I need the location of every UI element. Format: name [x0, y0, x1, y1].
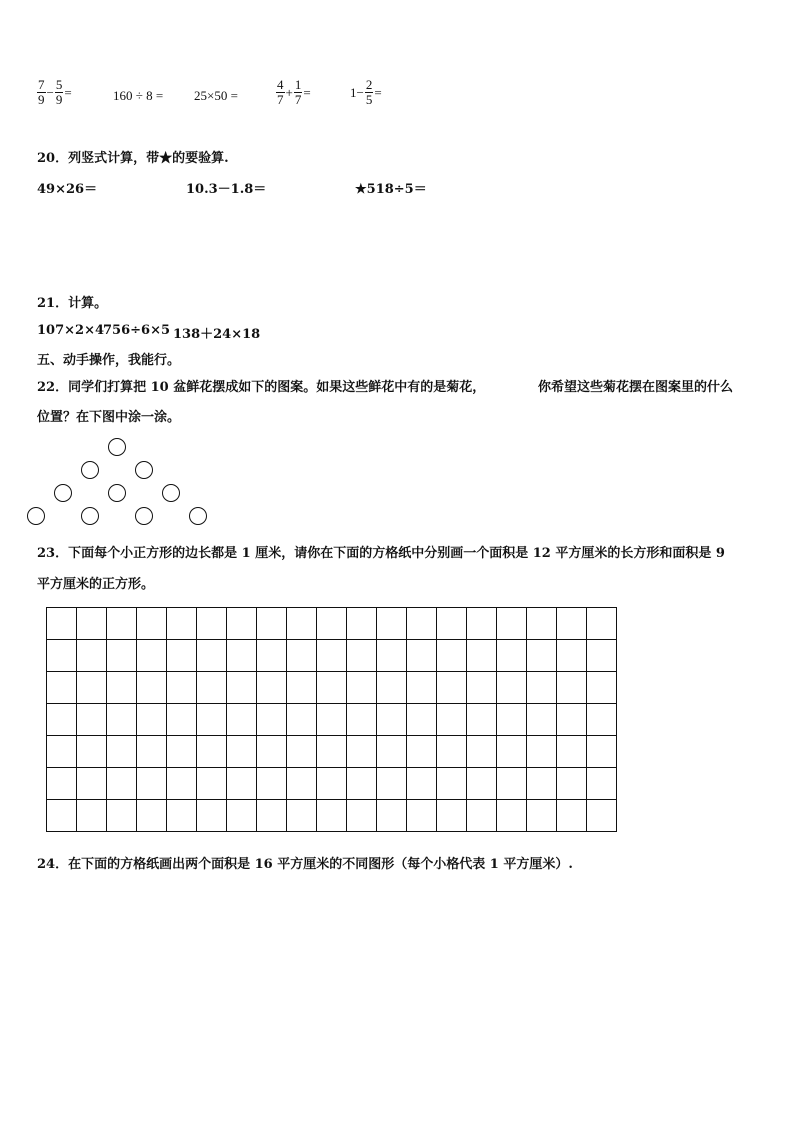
grid-cell[interactable]: [287, 768, 317, 800]
grid-cell[interactable]: [497, 736, 527, 768]
grid-cell[interactable]: [227, 768, 257, 800]
grid-cell[interactable]: [527, 736, 557, 768]
grid-cell[interactable]: [347, 736, 377, 768]
q20-item-3: ★518÷5＝: [355, 182, 427, 197]
grid-cell[interactable]: [527, 768, 557, 800]
flower-circle[interactable]: [54, 484, 72, 502]
grid-cell[interactable]: [77, 704, 107, 736]
grid-cell[interactable]: [257, 800, 287, 832]
grid-cell[interactable]: [467, 704, 497, 736]
grid-cell[interactable]: [497, 768, 527, 800]
grid-cell[interactable]: [107, 672, 137, 704]
expr-3: 25×50 =: [194, 88, 238, 103]
grid-cell[interactable]: [527, 672, 557, 704]
grid-cell[interactable]: [497, 608, 527, 640]
grid-cell[interactable]: [527, 640, 557, 672]
grid-cell[interactable]: [587, 736, 617, 768]
grid-cell[interactable]: [257, 608, 287, 640]
grid-cell[interactable]: [287, 800, 317, 832]
flower-circle[interactable]: [135, 461, 153, 479]
grid-cell[interactable]: [137, 608, 167, 640]
fraction: $\frac{1}{7}$: [294, 77, 302, 107]
grid-cell[interactable]: [467, 608, 497, 640]
grid-cell[interactable]: [287, 672, 317, 704]
grid-cell[interactable]: [467, 640, 497, 672]
q22-line-1b: 你希望这些菊花摆在图案里的什么: [538, 380, 734, 395]
flower-circle[interactable]: [135, 507, 153, 525]
grid-row: [47, 800, 617, 832]
grid-cell[interactable]: [497, 640, 527, 672]
grid-cell[interactable]: [377, 736, 407, 768]
fraction: $\frac{5}{9}$: [55, 77, 63, 107]
grid-cell[interactable]: [197, 704, 227, 736]
grid-cell[interactable]: [197, 608, 227, 640]
grid-cell[interactable]: [557, 800, 587, 832]
grid-cell[interactable]: [137, 736, 167, 768]
grid-cell[interactable]: [287, 736, 317, 768]
grid-cell[interactable]: [587, 672, 617, 704]
grid-cell[interactable]: [407, 768, 437, 800]
grid-cell[interactable]: [527, 800, 557, 832]
grid-cell[interactable]: [257, 672, 287, 704]
grid-cell[interactable]: [257, 736, 287, 768]
grid-cell[interactable]: [437, 640, 467, 672]
grid-cell[interactable]: [77, 608, 107, 640]
grid-cell[interactable]: [347, 608, 377, 640]
flower-circle[interactable]: [81, 507, 99, 525]
grid-cell[interactable]: [227, 608, 257, 640]
grid-cell[interactable]: [437, 800, 467, 832]
grid-cell[interactable]: [167, 800, 197, 832]
flower-pattern: [36, 438, 226, 528]
grid-cell[interactable]: [557, 608, 587, 640]
grid-cell[interactable]: [437, 704, 467, 736]
grid-cell[interactable]: [47, 704, 77, 736]
grid-cell[interactable]: [77, 672, 107, 704]
grid-cell[interactable]: [557, 736, 587, 768]
grid-cell[interactable]: [317, 608, 347, 640]
grid-cell[interactable]: [137, 640, 167, 672]
grid-cell[interactable]: [347, 800, 377, 832]
grid-cell[interactable]: [107, 704, 137, 736]
flower-circle[interactable]: [108, 438, 126, 456]
grid-cell[interactable]: [287, 704, 317, 736]
q20-item-1: 49×26＝: [37, 182, 98, 197]
grid-cell[interactable]: [197, 640, 227, 672]
grid-cell[interactable]: [467, 768, 497, 800]
grid-cell[interactable]: [137, 800, 167, 832]
grid-cell[interactable]: [587, 704, 617, 736]
grid-cell[interactable]: [497, 704, 527, 736]
grid-row: [47, 704, 617, 736]
grid-cell[interactable]: [77, 640, 107, 672]
grid-cell[interactable]: [317, 800, 347, 832]
grid-row: [47, 736, 617, 768]
grid-row: [47, 640, 617, 672]
grid-cell[interactable]: [47, 800, 77, 832]
grid-cell[interactable]: [317, 736, 347, 768]
flower-circle[interactable]: [108, 484, 126, 502]
grid-cell[interactable]: [77, 800, 107, 832]
grid-cell[interactable]: [347, 704, 377, 736]
q21-title: 21．计算。: [37, 296, 108, 311]
grid-cell[interactable]: [107, 800, 137, 832]
grid-cell[interactable]: [377, 640, 407, 672]
grid-cell[interactable]: [137, 704, 167, 736]
q22-line-2: 位置？在下图中涂一涂。: [37, 410, 181, 425]
grid-cell[interactable]: [437, 608, 467, 640]
grid-cell[interactable]: [407, 672, 437, 704]
grid-cell[interactable]: [107, 608, 137, 640]
grid-cell[interactable]: [497, 800, 527, 832]
grid-cell[interactable]: [167, 608, 197, 640]
q20-item-2: 10.3－1.8＝: [186, 182, 267, 197]
fraction: $\frac{4}{7}$: [277, 77, 284, 107]
q21-item-3: 138＋24×18: [173, 327, 261, 342]
grid-cell[interactable]: [467, 672, 497, 704]
grid-cell[interactable]: [497, 672, 527, 704]
grid-cell[interactable]: [437, 736, 467, 768]
expr-2: 160 ÷ 8 =: [113, 88, 164, 103]
grid-cell[interactable]: [377, 608, 407, 640]
flower-circle[interactable]: [189, 507, 207, 525]
grid-cell[interactable]: [47, 640, 77, 672]
q23-line-1: 23．下面每个小正方形的边长都是 1 厘米，请你在下面的方格纸中分别画一个面积是 12 平方厘米的长方形和面积是 9: [37, 546, 725, 561]
grid-cell[interactable]: [167, 704, 197, 736]
expr-1: $\frac{7}{9}$ − $\frac{5}{9}$ =: [38, 77, 72, 107]
grid-cell[interactable]: [377, 800, 407, 832]
grid-row: [47, 608, 617, 640]
grid-cell[interactable]: [167, 736, 197, 768]
grid-cell[interactable]: [167, 672, 197, 704]
grid-cell[interactable]: [587, 640, 617, 672]
expr-4: $\frac{4}{7}$ + $\frac{1}{7}$ =: [277, 77, 311, 107]
q24-title: 24．在下面的方格纸画出两个面积是 16 平方厘米的不同图形（每个小格代表 1 平方厘米）.: [37, 857, 573, 872]
flower-circle[interactable]: [81, 461, 99, 479]
grid-cell[interactable]: [77, 768, 107, 800]
grid-cell[interactable]: [77, 736, 107, 768]
grid-cell[interactable]: [467, 800, 497, 832]
grid-cell[interactable]: [227, 640, 257, 672]
grid-cell[interactable]: [377, 704, 407, 736]
grid-paper[interactable]: [46, 607, 617, 832]
flower-circle[interactable]: [27, 507, 45, 525]
grid-cell[interactable]: [347, 640, 377, 672]
grid-cell[interactable]: [197, 768, 227, 800]
section-heading: 五、动手操作，我能行。: [37, 353, 181, 368]
grid-cell[interactable]: [197, 672, 227, 704]
grid-cell[interactable]: [437, 768, 467, 800]
grid-cell[interactable]: [107, 736, 137, 768]
flower-circle[interactable]: [162, 484, 180, 502]
grid-cell[interactable]: [437, 672, 467, 704]
grid-cell[interactable]: [197, 736, 227, 768]
q21-item-2: 756÷6×5: [103, 323, 171, 338]
grid-row: [47, 768, 617, 800]
grid-cell[interactable]: [557, 768, 587, 800]
grid-cell[interactable]: [47, 768, 77, 800]
grid-cell[interactable]: [47, 736, 77, 768]
grid-cell[interactable]: [407, 736, 437, 768]
grid-cell[interactable]: [227, 736, 257, 768]
grid-cell[interactable]: [467, 736, 497, 768]
grid-cell[interactable]: [197, 800, 227, 832]
grid-cell[interactable]: [317, 672, 347, 704]
grid-cell[interactable]: [587, 608, 617, 640]
grid-table: [46, 607, 617, 832]
fraction: $\frac{7}{9}$: [38, 77, 45, 107]
grid-cell[interactable]: [287, 608, 317, 640]
grid-cell[interactable]: [587, 800, 617, 832]
grid-cell[interactable]: [107, 768, 137, 800]
grid-cell[interactable]: [107, 640, 137, 672]
grid-cell[interactable]: [317, 640, 347, 672]
grid-row: [47, 672, 617, 704]
grid-cell[interactable]: [287, 640, 317, 672]
grid-cell[interactable]: [47, 672, 77, 704]
grid-cell[interactable]: [407, 640, 437, 672]
grid-cell[interactable]: [227, 672, 257, 704]
grid-cell[interactable]: [137, 768, 167, 800]
grid-cell[interactable]: [587, 768, 617, 800]
q21-item-1: 107×2×4: [37, 323, 105, 338]
grid-cell[interactable]: [137, 672, 167, 704]
grid-cell[interactable]: [407, 608, 437, 640]
grid-cell[interactable]: [257, 704, 287, 736]
grid-cell[interactable]: [167, 640, 197, 672]
grid-cell[interactable]: [527, 608, 557, 640]
grid-cell[interactable]: [527, 704, 557, 736]
grid-cell[interactable]: [227, 704, 257, 736]
q20-title: 20．列竖式计算，带★的要验算.: [37, 151, 229, 166]
grid-cell[interactable]: [257, 768, 287, 800]
grid-cell[interactable]: [47, 608, 77, 640]
grid-cell[interactable]: [377, 768, 407, 800]
grid-cell[interactable]: [167, 768, 197, 800]
grid-cell[interactable]: [557, 640, 587, 672]
expr-5: 1− $\frac{2}{5}$ =: [350, 77, 382, 107]
q23-line-2: 平方厘米的正方形。: [37, 577, 155, 592]
grid-cell[interactable]: [257, 640, 287, 672]
fraction: $\frac{2}{5}$: [365, 77, 373, 107]
grid-cell[interactable]: [347, 672, 377, 704]
grid-cell[interactable]: [407, 704, 437, 736]
grid-cell[interactable]: [347, 768, 377, 800]
grid-cell[interactable]: [317, 768, 347, 800]
grid-cell[interactable]: [377, 672, 407, 704]
q22-line-1a: 22．同学们打算把 10 盆鲜花摆成如下的图案。如果这些鲜花中有的是菊花，: [37, 380, 486, 395]
grid-cell[interactable]: [557, 672, 587, 704]
grid-cell[interactable]: [557, 704, 587, 736]
grid-cell[interactable]: [407, 800, 437, 832]
grid-cell[interactable]: [227, 800, 257, 832]
grid-cell[interactable]: [317, 704, 347, 736]
